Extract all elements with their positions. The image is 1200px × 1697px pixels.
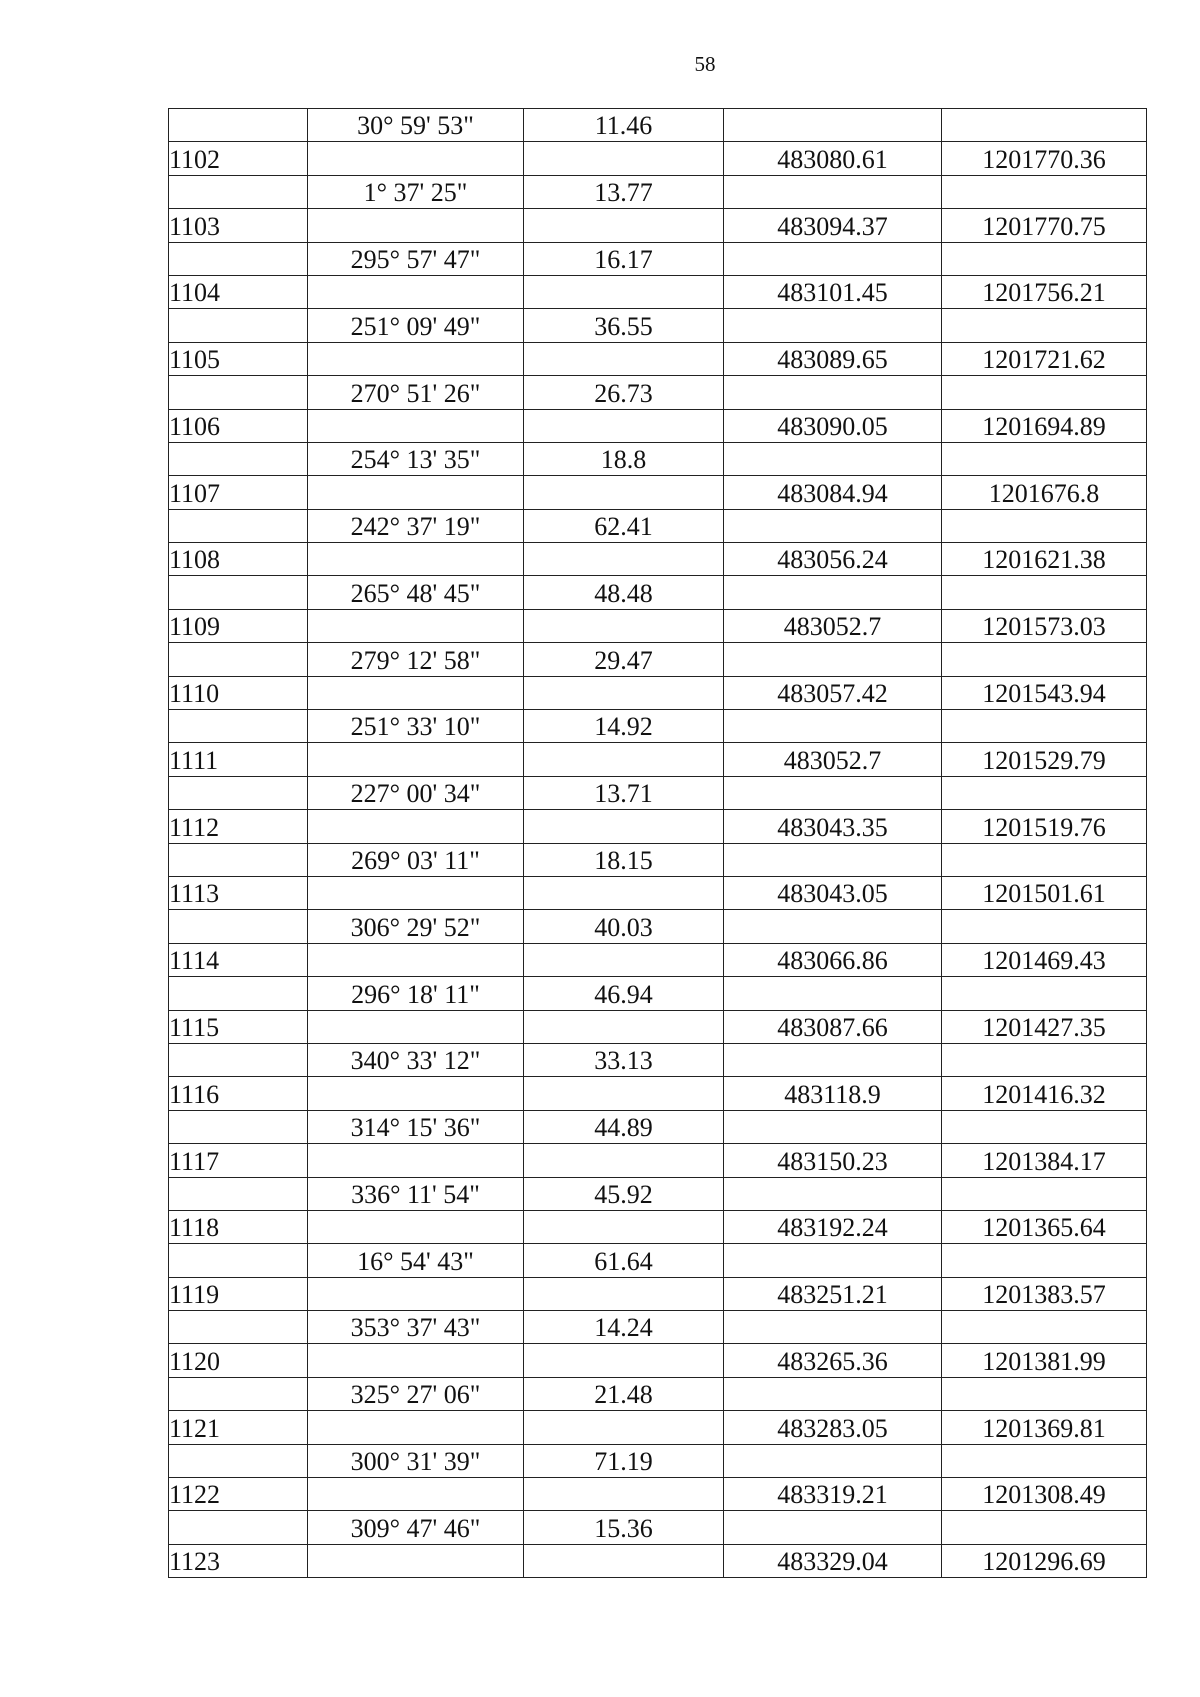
distance-cell: 14.92 bbox=[524, 710, 724, 743]
table-row bbox=[169, 1210, 1147, 1243]
table-row bbox=[169, 1377, 1147, 1410]
distance-cell: 44.89 bbox=[524, 1110, 724, 1143]
distance-cell bbox=[524, 476, 724, 509]
x-coordinate-cell bbox=[724, 910, 942, 943]
x-coordinate-cell bbox=[724, 1043, 942, 1076]
table-row bbox=[169, 609, 1147, 642]
point-id-cell: 1120 bbox=[169, 1344, 308, 1377]
table-row bbox=[169, 1311, 1147, 1344]
point-id-cell: 1118 bbox=[169, 1210, 308, 1243]
x-coordinate-cell: 483080.61 bbox=[724, 142, 942, 175]
y-coordinate-cell: 1201381.99 bbox=[942, 1344, 1147, 1377]
y-coordinate-cell: 1201365.64 bbox=[942, 1210, 1147, 1243]
point-id-cell bbox=[169, 1444, 308, 1477]
point-id-cell bbox=[169, 843, 308, 876]
x-coordinate-cell: 483319.21 bbox=[724, 1478, 942, 1511]
x-coordinate-cell: 483066.86 bbox=[724, 943, 942, 976]
point-id-cell bbox=[169, 1043, 308, 1076]
y-coordinate-cell: 1201756.21 bbox=[942, 275, 1147, 308]
distance-cell bbox=[524, 1411, 724, 1444]
point-id-cell bbox=[169, 1177, 308, 1210]
distance-cell bbox=[524, 275, 724, 308]
point-id-cell: 1116 bbox=[169, 1077, 308, 1110]
table-row bbox=[169, 810, 1147, 843]
point-id-cell bbox=[169, 910, 308, 943]
distance-cell bbox=[524, 943, 724, 976]
distance-cell: 62.41 bbox=[524, 509, 724, 542]
distance-cell: 21.48 bbox=[524, 1377, 724, 1410]
point-id-cell: 1117 bbox=[169, 1144, 308, 1177]
y-coordinate-cell bbox=[942, 1244, 1147, 1277]
y-coordinate-cell bbox=[942, 376, 1147, 409]
bearing-cell bbox=[308, 1144, 524, 1177]
y-coordinate-cell bbox=[942, 1177, 1147, 1210]
y-coordinate-cell: 1201519.76 bbox=[942, 810, 1147, 843]
distance-cell: 40.03 bbox=[524, 910, 724, 943]
distance-cell bbox=[524, 743, 724, 776]
x-coordinate-cell bbox=[724, 643, 942, 676]
y-coordinate-cell: 1201543.94 bbox=[942, 676, 1147, 709]
y-coordinate-cell: 1201383.57 bbox=[942, 1277, 1147, 1310]
x-coordinate-cell: 483052.7 bbox=[724, 743, 942, 776]
point-id-cell: 1108 bbox=[169, 543, 308, 576]
x-coordinate-cell: 483150.23 bbox=[724, 1144, 942, 1177]
table-row bbox=[169, 309, 1147, 342]
point-id-cell bbox=[169, 309, 308, 342]
x-coordinate-cell bbox=[724, 710, 942, 743]
bearing-cell: 309° 47' 46" bbox=[308, 1511, 524, 1544]
bearing-cell: 16° 54' 43" bbox=[308, 1244, 524, 1277]
distance-cell bbox=[524, 1144, 724, 1177]
distance-cell bbox=[524, 676, 724, 709]
bearing-cell bbox=[308, 810, 524, 843]
y-coordinate-cell bbox=[942, 910, 1147, 943]
x-coordinate-cell: 483043.05 bbox=[724, 876, 942, 909]
point-id-cell bbox=[169, 376, 308, 409]
distance-cell: 15.36 bbox=[524, 1511, 724, 1544]
x-coordinate-cell bbox=[724, 776, 942, 809]
distance-cell: 13.71 bbox=[524, 776, 724, 809]
bearing-cell bbox=[308, 876, 524, 909]
table-row bbox=[169, 943, 1147, 976]
table-row bbox=[169, 910, 1147, 943]
bearing-cell bbox=[308, 743, 524, 776]
x-coordinate-cell: 483283.05 bbox=[724, 1411, 942, 1444]
point-id-cell bbox=[169, 776, 308, 809]
table-row bbox=[169, 175, 1147, 208]
table-row bbox=[169, 442, 1147, 475]
bearing-cell: 279° 12' 58" bbox=[308, 643, 524, 676]
y-coordinate-cell: 1201721.62 bbox=[942, 342, 1147, 375]
table-row bbox=[169, 776, 1147, 809]
table-row bbox=[169, 643, 1147, 676]
bearing-cell bbox=[308, 1010, 524, 1043]
table-row bbox=[169, 843, 1147, 876]
table-row bbox=[169, 509, 1147, 542]
point-id-cell: 1110 bbox=[169, 676, 308, 709]
point-id-cell bbox=[169, 175, 308, 208]
y-coordinate-cell: 1201469.43 bbox=[942, 943, 1147, 976]
y-coordinate-cell bbox=[942, 1110, 1147, 1143]
table-row bbox=[169, 209, 1147, 242]
bearing-cell bbox=[308, 476, 524, 509]
x-coordinate-cell: 483101.45 bbox=[724, 275, 942, 308]
y-coordinate-cell: 1201427.35 bbox=[942, 1010, 1147, 1043]
bearing-cell: 227° 00' 34" bbox=[308, 776, 524, 809]
x-coordinate-cell bbox=[724, 843, 942, 876]
x-coordinate-cell: 483090.05 bbox=[724, 409, 942, 442]
y-coordinate-cell bbox=[942, 710, 1147, 743]
y-coordinate-cell bbox=[942, 309, 1147, 342]
bearing-cell bbox=[308, 943, 524, 976]
bearing-cell: 300° 31' 39" bbox=[308, 1444, 524, 1477]
y-coordinate-cell: 1201621.38 bbox=[942, 543, 1147, 576]
distance-cell: 18.15 bbox=[524, 843, 724, 876]
table-row bbox=[169, 543, 1147, 576]
bearing-cell bbox=[308, 409, 524, 442]
table-row bbox=[169, 275, 1147, 308]
x-coordinate-cell bbox=[724, 1511, 942, 1544]
y-coordinate-cell: 1201770.75 bbox=[942, 209, 1147, 242]
table-row bbox=[169, 1244, 1147, 1277]
x-coordinate-cell: 483089.65 bbox=[724, 342, 942, 375]
bearing-cell: 314° 15' 36" bbox=[308, 1110, 524, 1143]
distance-cell bbox=[524, 876, 724, 909]
point-id-cell bbox=[169, 442, 308, 475]
y-coordinate-cell bbox=[942, 776, 1147, 809]
distance-cell: 45.92 bbox=[524, 1177, 724, 1210]
table-row bbox=[169, 409, 1147, 442]
table-row bbox=[169, 142, 1147, 175]
table-row bbox=[169, 342, 1147, 375]
bearing-cell: 1° 37' 25" bbox=[308, 175, 524, 208]
point-id-cell bbox=[169, 643, 308, 676]
x-coordinate-cell: 483329.04 bbox=[724, 1544, 942, 1577]
bearing-cell: 306° 29' 52" bbox=[308, 910, 524, 943]
x-coordinate-cell bbox=[724, 242, 942, 275]
table-row bbox=[169, 1511, 1147, 1544]
distance-cell: 46.94 bbox=[524, 977, 724, 1010]
table-row bbox=[169, 1344, 1147, 1377]
point-id-cell: 1123 bbox=[169, 1544, 308, 1577]
y-coordinate-cell bbox=[942, 1511, 1147, 1544]
distance-cell: 14.24 bbox=[524, 1311, 724, 1344]
x-coordinate-cell: 483192.24 bbox=[724, 1210, 942, 1243]
y-coordinate-cell bbox=[942, 1043, 1147, 1076]
bearing-cell bbox=[308, 142, 524, 175]
point-id-cell bbox=[169, 109, 308, 142]
bearing-cell bbox=[308, 1277, 524, 1310]
y-coordinate-cell: 1201676.8 bbox=[942, 476, 1147, 509]
x-coordinate-cell bbox=[724, 175, 942, 208]
y-coordinate-cell bbox=[942, 1444, 1147, 1477]
point-id-cell bbox=[169, 1377, 308, 1410]
y-coordinate-cell: 1201416.32 bbox=[942, 1077, 1147, 1110]
x-coordinate-cell bbox=[724, 1377, 942, 1410]
page-number: 58 bbox=[694, 52, 716, 76]
bearing-cell bbox=[308, 609, 524, 642]
distance-cell bbox=[524, 609, 724, 642]
y-coordinate-cell bbox=[942, 442, 1147, 475]
distance-cell bbox=[524, 409, 724, 442]
y-coordinate-cell: 1201694.89 bbox=[942, 409, 1147, 442]
bearing-cell: 325° 27' 06" bbox=[308, 1377, 524, 1410]
bearing-cell bbox=[308, 1210, 524, 1243]
x-coordinate-cell bbox=[724, 1244, 942, 1277]
distance-cell: 29.47 bbox=[524, 643, 724, 676]
table-row bbox=[169, 977, 1147, 1010]
y-coordinate-cell: 1201573.03 bbox=[942, 609, 1147, 642]
x-coordinate-cell bbox=[724, 1311, 942, 1344]
bearing-cell bbox=[308, 209, 524, 242]
table-row bbox=[169, 576, 1147, 609]
y-coordinate-cell bbox=[942, 1311, 1147, 1344]
point-id-cell: 1113 bbox=[169, 876, 308, 909]
bearing-cell: 265° 48' 45" bbox=[308, 576, 524, 609]
bearing-cell: 295° 57' 47" bbox=[308, 242, 524, 275]
x-coordinate-cell: 483052.7 bbox=[724, 609, 942, 642]
point-id-cell: 1111 bbox=[169, 743, 308, 776]
x-coordinate-cell: 483265.36 bbox=[724, 1344, 942, 1377]
bearing-cell bbox=[308, 1411, 524, 1444]
distance-cell bbox=[524, 1010, 724, 1043]
x-coordinate-cell: 483084.94 bbox=[724, 476, 942, 509]
table-row bbox=[169, 1277, 1147, 1310]
table-row bbox=[169, 1110, 1147, 1143]
y-coordinate-cell bbox=[942, 843, 1147, 876]
y-coordinate-cell bbox=[942, 576, 1147, 609]
bearing-cell: 296° 18' 11" bbox=[308, 977, 524, 1010]
x-coordinate-cell: 483057.42 bbox=[724, 676, 942, 709]
point-id-cell: 1105 bbox=[169, 342, 308, 375]
point-id-cell bbox=[169, 509, 308, 542]
bearing-cell: 353° 37' 43" bbox=[308, 1311, 524, 1344]
bearing-cell bbox=[308, 1478, 524, 1511]
distance-cell bbox=[524, 1544, 724, 1577]
bearing-cell: 251° 09' 49" bbox=[308, 309, 524, 342]
x-coordinate-cell: 483056.24 bbox=[724, 543, 942, 576]
bearing-cell: 270° 51' 26" bbox=[308, 376, 524, 409]
table-row bbox=[169, 476, 1147, 509]
table-row bbox=[169, 242, 1147, 275]
y-coordinate-cell bbox=[942, 1377, 1147, 1410]
point-id-cell bbox=[169, 1511, 308, 1544]
bearing-cell: 336° 11' 54" bbox=[308, 1177, 524, 1210]
distance-cell: 26.73 bbox=[524, 376, 724, 409]
y-coordinate-cell: 1201296.69 bbox=[942, 1544, 1147, 1577]
distance-cell: 33.13 bbox=[524, 1043, 724, 1076]
x-coordinate-cell bbox=[724, 442, 942, 475]
table-row bbox=[169, 1144, 1147, 1177]
y-coordinate-cell: 1201369.81 bbox=[942, 1411, 1147, 1444]
distance-cell bbox=[524, 1478, 724, 1511]
x-coordinate-cell: 483043.35 bbox=[724, 810, 942, 843]
bearing-cell: 269° 03' 11" bbox=[308, 843, 524, 876]
point-id-cell: 1112 bbox=[169, 810, 308, 843]
distance-cell bbox=[524, 810, 724, 843]
y-coordinate-cell: 1201308.49 bbox=[942, 1478, 1147, 1511]
y-coordinate-cell bbox=[942, 643, 1147, 676]
distance-cell: 13.77 bbox=[524, 175, 724, 208]
table-body bbox=[169, 109, 1147, 1578]
table-row bbox=[169, 1177, 1147, 1210]
table-row bbox=[169, 1010, 1147, 1043]
table-row bbox=[169, 1043, 1147, 1076]
bearing-cell: 251° 33' 10" bbox=[308, 710, 524, 743]
point-id-cell: 1115 bbox=[169, 1010, 308, 1043]
distance-cell bbox=[524, 209, 724, 242]
distance-cell bbox=[524, 1077, 724, 1110]
x-coordinate-cell: 483087.66 bbox=[724, 1010, 942, 1043]
bearing-cell bbox=[308, 543, 524, 576]
bearing-cell bbox=[308, 275, 524, 308]
point-id-cell bbox=[169, 1244, 308, 1277]
table-row bbox=[169, 1478, 1147, 1511]
distance-cell: 61.64 bbox=[524, 1244, 724, 1277]
coordinates-table bbox=[168, 108, 1147, 1578]
y-coordinate-cell bbox=[942, 242, 1147, 275]
bearing-cell bbox=[308, 1344, 524, 1377]
x-coordinate-cell bbox=[724, 509, 942, 542]
point-id-cell: 1104 bbox=[169, 275, 308, 308]
point-id-cell bbox=[169, 1110, 308, 1143]
y-coordinate-cell: 1201384.17 bbox=[942, 1144, 1147, 1177]
y-coordinate-cell: 1201770.36 bbox=[942, 142, 1147, 175]
point-id-cell: 1102 bbox=[169, 142, 308, 175]
distance-cell bbox=[524, 1344, 724, 1377]
bearing-cell bbox=[308, 1077, 524, 1110]
y-coordinate-cell bbox=[942, 175, 1147, 208]
x-coordinate-cell bbox=[724, 376, 942, 409]
y-coordinate-cell bbox=[942, 509, 1147, 542]
x-coordinate-cell bbox=[724, 109, 942, 142]
x-coordinate-cell bbox=[724, 1110, 942, 1143]
bearing-cell bbox=[308, 342, 524, 375]
point-id-cell: 1121 bbox=[169, 1411, 308, 1444]
table-row bbox=[169, 1544, 1147, 1577]
point-id-cell: 1114 bbox=[169, 943, 308, 976]
table-row bbox=[169, 876, 1147, 909]
point-id-cell: 1119 bbox=[169, 1277, 308, 1310]
point-id-cell: 1103 bbox=[169, 209, 308, 242]
table-row bbox=[169, 1444, 1147, 1477]
x-coordinate-cell: 483251.21 bbox=[724, 1277, 942, 1310]
y-coordinate-cell bbox=[942, 109, 1147, 142]
point-id-cell bbox=[169, 576, 308, 609]
bearing-cell: 340° 33' 12" bbox=[308, 1043, 524, 1076]
point-id-cell bbox=[169, 710, 308, 743]
point-id-cell: 1106 bbox=[169, 409, 308, 442]
x-coordinate-cell bbox=[724, 309, 942, 342]
bearing-cell bbox=[308, 676, 524, 709]
distance-cell: 36.55 bbox=[524, 309, 724, 342]
y-coordinate-cell bbox=[942, 977, 1147, 1010]
distance-cell bbox=[524, 1277, 724, 1310]
x-coordinate-cell bbox=[724, 977, 942, 1010]
distance-cell: 16.17 bbox=[524, 242, 724, 275]
table-row bbox=[169, 109, 1147, 142]
distance-cell bbox=[524, 342, 724, 375]
distance-cell bbox=[524, 543, 724, 576]
x-coordinate-cell: 483094.37 bbox=[724, 209, 942, 242]
table-row bbox=[169, 676, 1147, 709]
table-row bbox=[169, 1077, 1147, 1110]
y-coordinate-cell: 1201501.61 bbox=[942, 876, 1147, 909]
table-row bbox=[169, 376, 1147, 409]
table-row bbox=[169, 743, 1147, 776]
bearing-cell: 254° 13' 35" bbox=[308, 442, 524, 475]
bearing-cell: 242° 37' 19" bbox=[308, 509, 524, 542]
point-id-cell: 1107 bbox=[169, 476, 308, 509]
distance-cell: 11.46 bbox=[524, 109, 724, 142]
bearing-cell: 30° 59' 53" bbox=[308, 109, 524, 142]
point-id-cell bbox=[169, 242, 308, 275]
point-id-cell: 1109 bbox=[169, 609, 308, 642]
table-row bbox=[169, 1411, 1147, 1444]
distance-cell: 48.48 bbox=[524, 576, 724, 609]
x-coordinate-cell bbox=[724, 1444, 942, 1477]
point-id-cell bbox=[169, 1311, 308, 1344]
distance-cell: 18.8 bbox=[524, 442, 724, 475]
point-id-cell bbox=[169, 977, 308, 1010]
bearing-cell bbox=[308, 1544, 524, 1577]
x-coordinate-cell bbox=[724, 576, 942, 609]
distance-cell bbox=[524, 1210, 724, 1243]
x-coordinate-cell: 483118.9 bbox=[724, 1077, 942, 1110]
point-id-cell: 1122 bbox=[169, 1478, 308, 1511]
y-coordinate-cell: 1201529.79 bbox=[942, 743, 1147, 776]
x-coordinate-cell bbox=[724, 1177, 942, 1210]
distance-cell bbox=[524, 142, 724, 175]
table-row bbox=[169, 710, 1147, 743]
distance-cell: 71.19 bbox=[524, 1444, 724, 1477]
